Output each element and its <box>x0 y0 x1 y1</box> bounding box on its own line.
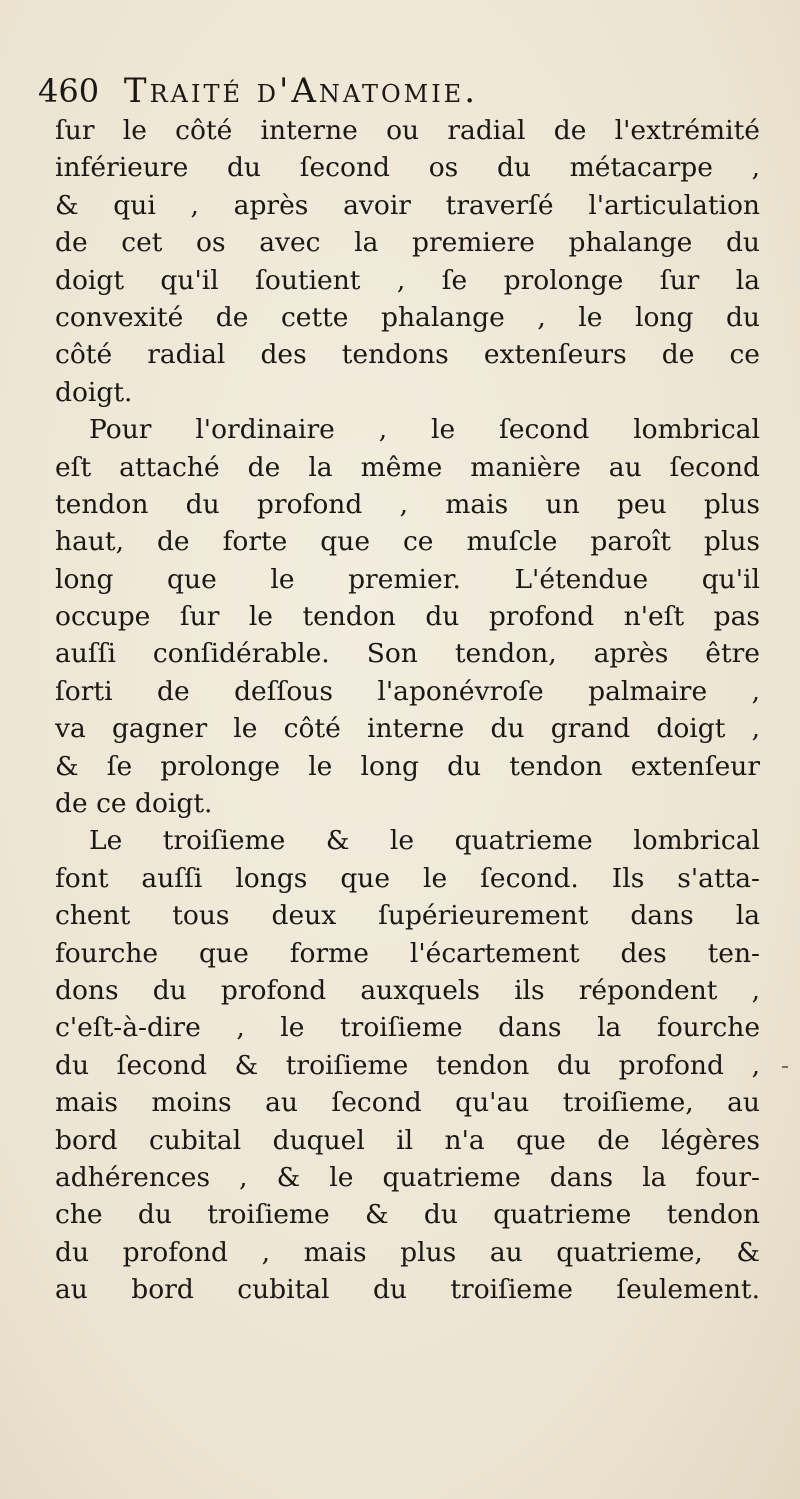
text-line: va gagner le côté interne du grand doigt , <box>55 713 760 745</box>
text-line: dons du profond auxquels ils répondent , <box>55 974 760 1006</box>
text-line: mais moins au ſecond qu'au troiſieme, au <box>55 1087 760 1119</box>
text-line: côté radial des tendons extenſeurs de ce <box>55 339 760 371</box>
text-line: du ſecond & troiſieme tendon du profond , <box>55 1049 760 1081</box>
text-line: c'eſt-à-dire , le troiſieme dans la fourche <box>55 1012 760 1044</box>
text-line: eſt attaché de la même manière au ſecond <box>55 451 760 483</box>
margin-speck <box>782 1066 788 1068</box>
text-line: auſſi conſidérable. Son tendon, après être <box>55 638 760 670</box>
text-line: convexité de cette phalange , le long du <box>55 301 760 333</box>
text-line: bord cubital duquel il n'a que de légères <box>55 1124 760 1156</box>
text-line: ſorti de deſſous l'aponévroſe palmaire , <box>55 675 760 707</box>
page-header <box>38 66 738 116</box>
text-line: & qui , après avoir traverſé l'articulation <box>55 189 760 221</box>
text-line: occupe ſur le tendon du profond n'eſt pas <box>55 601 760 633</box>
text-line: doigt qu'il ſoutient , ſe prolonge ſur la <box>55 264 760 296</box>
text-line: au bord cubital du troiſieme ſeulement. <box>55 1274 760 1306</box>
body-text <box>55 112 760 1309</box>
text-line: inférieure du ſecond os du métacarpe , <box>55 152 760 184</box>
text-line: Le troiſieme & le quatrieme lombrical <box>89 825 760 857</box>
text-line: tendon du profond , mais un peu plus <box>55 488 760 520</box>
text-line: adhérences , & le quatrieme dans la four- <box>55 1161 760 1193</box>
running-title: Traité d'Anatomie. <box>123 71 479 111</box>
text-line: du profond , mais plus au quatrieme, & <box>55 1236 760 1268</box>
text-line: long que le premier. L'étendue qu'il <box>55 563 760 595</box>
text-line: ſur le côté interne ou radial de l'extrémité <box>55 115 760 146</box>
text-line: font auſſi longs que le ſecond. Ils s'atta- <box>55 862 760 894</box>
text-line: & ſe prolonge le long du tendon extenſeur <box>55 750 760 782</box>
text-line: che du troiſieme & du quatrieme tendon <box>55 1199 760 1231</box>
text-line: haut, de forte que ce muſcle paroît plus <box>55 526 760 558</box>
text-line: fourche que forme l'écartement des ten- <box>55 937 760 969</box>
text-line: chent tous deux ſupérieurement dans la <box>55 900 760 932</box>
text-line: de cet os avec la premiere phalange du <box>55 227 760 259</box>
text-line: de ce doigt. <box>55 788 213 820</box>
page-number: 460 <box>38 72 100 110</box>
text-line: Pour l'ordinaire , le ſecond lombrical <box>89 414 760 446</box>
text-line: doigt. <box>55 376 133 408</box>
